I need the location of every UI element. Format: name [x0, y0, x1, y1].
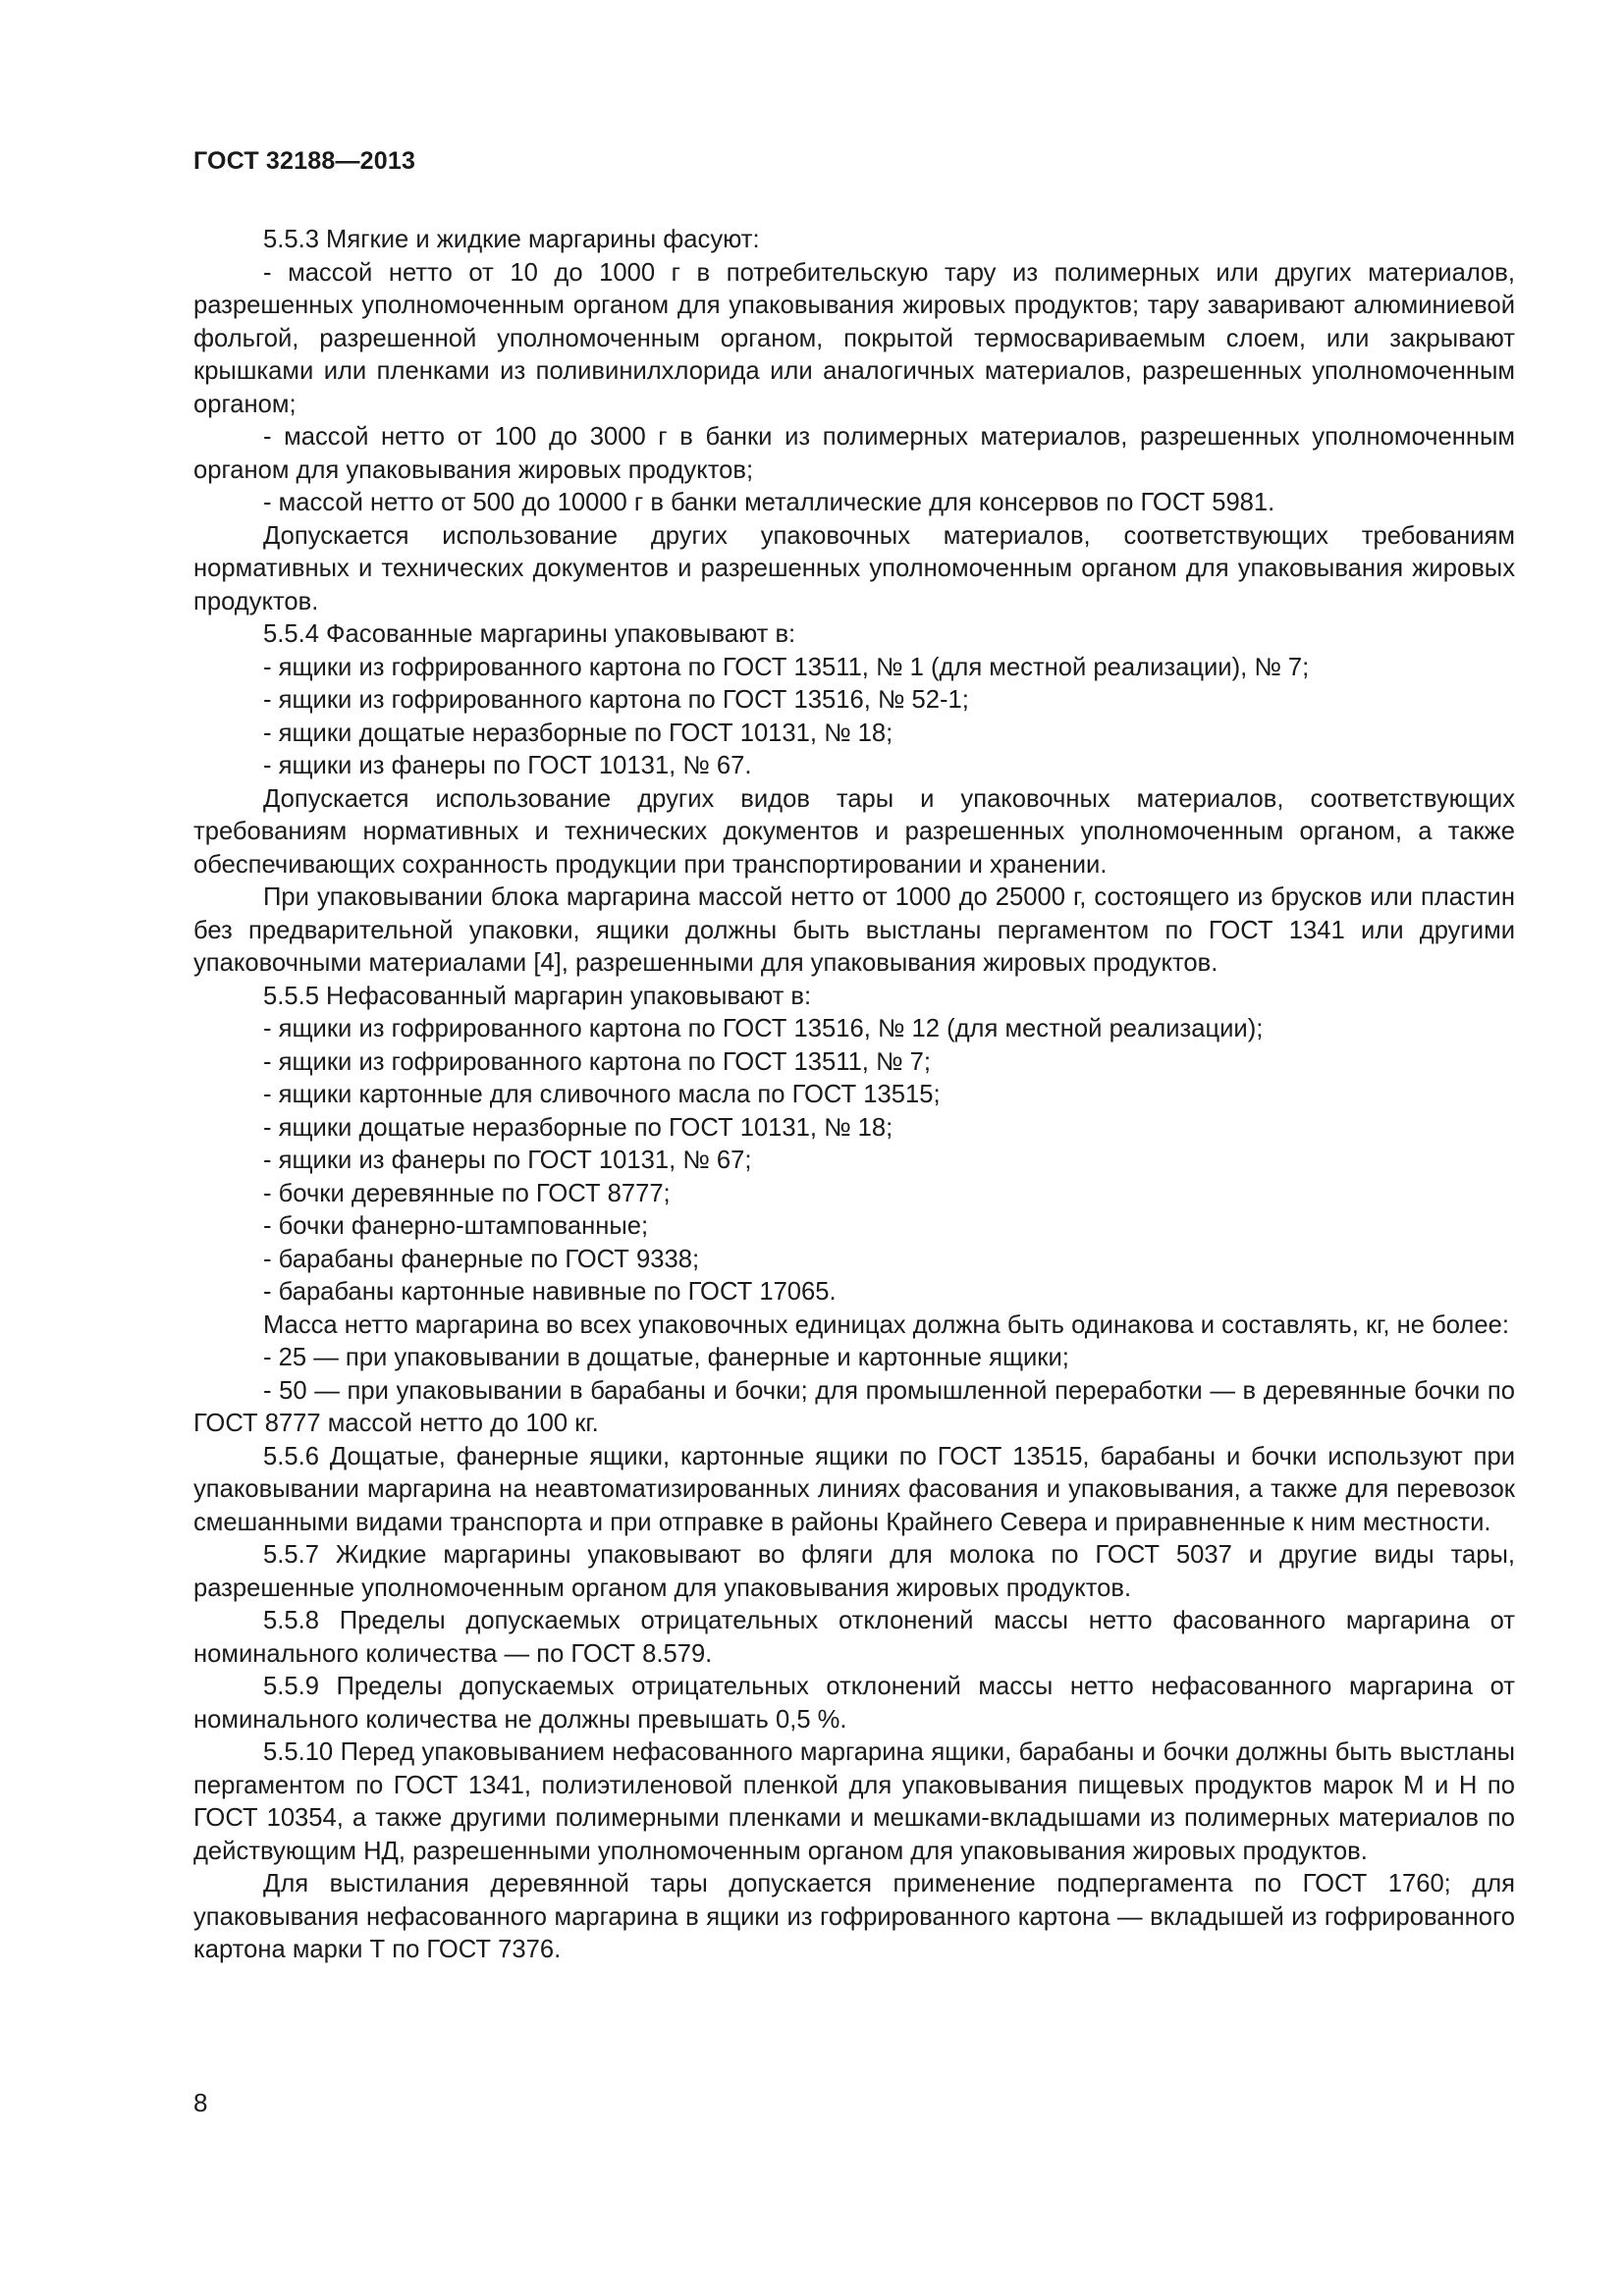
paragraph: Допускается использование других упаковочных материалов, соответствующих требованиям нормативных и технических документов и разрешенных уполномоченным органом для упаковывания жировых продуктов.	[193, 521, 1515, 615]
paragraph: 5.5.3 Мягкие и жидкие маргарины фасуют:	[263, 226, 760, 253]
paragraph: - ящики из гофрированного картона по ГОСТ 13511, № 1 (для местной реализации), № 7;	[263, 653, 1310, 681]
paragraph: - ящики из гофрированного картона по ГОСТ 13511, № 7;	[263, 1047, 931, 1076]
paragraph: - бочки фанерно-штампованные;	[263, 1212, 649, 1240]
paragraph: 5.5.6 Дощатые, фанерные ящики, картонные ящики по ГОСТ 13515, барабаны и бочки используют при упаковывании маргарина на неавтоматизированных линиях фасования и упаковывания, а также для перевозок смешанными видами транспорта и при отправке в районы Крайнего Севера и приравненные к ним местности.	[193, 1442, 1515, 1536]
document-body	[193, 224, 1515, 1967]
paragraph: - массой нетто от 100 до 3000 г в банки из полимерных материалов, разрешенных уполномоченным органом для упаковывания жировых продуктов;	[193, 423, 1515, 484]
paragraph: - барабаны картонные навивные по ГОСТ 17065.	[263, 1278, 837, 1306]
paragraph: Масса нетто маргарина во всех упаковочных единицах должна быть одинакова и составлять, кг, не более:	[263, 1310, 1509, 1339]
paragraph: - ящики из гофрированного картона по ГОСТ 13516, № 12 (для местной реализации);	[263, 1015, 1264, 1042]
document-number-header: ГОСТ 32188—2013	[193, 147, 416, 175]
paragraph: 5.5.9 Пределы допускаемых отрицательных отклонений массы нетто нефасованного маргарина от номинального количества не должны превышать 0,5 %.	[193, 1673, 1515, 1734]
paragraph: 5.5.7 Жидкие маргарины упаковывают во фляги для молока по ГОСТ 5037 и другие виды тары, разрешенные уполномоченным органом для упаковывания жировых продуктов.	[193, 1541, 1515, 1602]
paragraph: - ящики дощатые неразборные по ГОСТ 10131, № 18;	[263, 719, 893, 747]
paragraph: Для выстилания деревянной тары допускается применение подпергамента по ГОСТ 1760; для упаковывания нефасованного маргарина в ящики из гофрированного картона — вкладышей из гофрированного картона марки Т по ГОСТ 7376.	[193, 1870, 1515, 1963]
paragraph: 5.5.5 Нефасованный маргарин упаковывают в:	[263, 982, 812, 1010]
paragraph: - массой нетто от 500 до 10000 г в банки металлические для консервов по ГОСТ 5981.	[263, 489, 1275, 516]
paragraph: - бочки деревянные по ГОСТ 8777;	[263, 1179, 671, 1207]
paragraph: - 25 — при упаковывании в дощатые, фанерные и картонные ящики;	[263, 1344, 1069, 1371]
paragraph: 5.5.10 Перед упаковыванием нефасованного маргарина ящики, барабаны и бочки должны быть выстланы пергаментом по ГОСТ 1341, полиэтиленовой пленкой для упаковывания пищевых продуктов марок М и Н по ГОСТ 10354, а также другими полимерными пленками и мешками-вкладышами из полимерных материалов по действующим НД, разрешенными уполномоченным органом для упаковывания жировых продуктов.	[193, 1738, 1515, 1865]
page-number: 8	[193, 2088, 208, 2117]
paragraph: - ящики дощатые неразборные по ГОСТ 10131, № 18;	[263, 1113, 893, 1142]
paragraph: При упаковывании блока маргарина массой нетто от 1000 до 25000 г, состоящего из брусков или пластин без предварительной упаковки, ящики должны быть выстланы пергаментом по ГОСТ 1341 или другими упаковочными материалами [4], разрешенными для упаковывания жировых продуктов.	[193, 883, 1515, 977]
paragraph: - ящики из фанеры по ГОСТ 10131, № 67.	[263, 752, 752, 779]
paragraph: 5.5.8 Пределы допускаемых отрицательных отклонений массы нетто фасованного маргарина от номинального количества — по ГОСТ 8.579.	[193, 1607, 1515, 1668]
paragraph: - ящики картонные для сливочного масла по ГОСТ 13515;	[263, 1081, 941, 1108]
paragraph: 5.5.4 Фасованные маргарины упаковывают в:	[263, 620, 796, 648]
paragraph: - барабаны фанерные по ГОСТ 9338;	[263, 1245, 700, 1273]
paragraph: - 50 — при упаковывании в барабаны и бочки; для промышленной переработки — в деревянные бочки по ГОСТ 8777 массой нетто до 100 кг.	[193, 1376, 1515, 1437]
paragraph: - массой нетто от 10 до 1000 г в потребительскую тару из полимерных или других материалов, разрешенных уполномоченным органом для упаковывания жировых продуктов; тару заваривают алюминиевой фольгой, разрешенной уполномоченным органом, покрытой термосвариваемым слоем, или закрывают крышками или пленками из поливинилхлорида или аналогичных материалов, разрешенных уполномоченным органом;	[193, 258, 1515, 418]
paragraph: - ящики из фанеры по ГОСТ 10131, № 67;	[263, 1147, 752, 1174]
paragraph: - ящики из гофрированного картона по ГОСТ 13516, № 52-1;	[263, 686, 969, 714]
paragraph: Допускается использование других видов тары и упаковочных материалов, соответствующих требованиям нормативных и технических документов и разрешенных уполномоченным органом, а также обеспечивающих сохранность продукции при транспортировании и хранении.	[193, 784, 1515, 879]
